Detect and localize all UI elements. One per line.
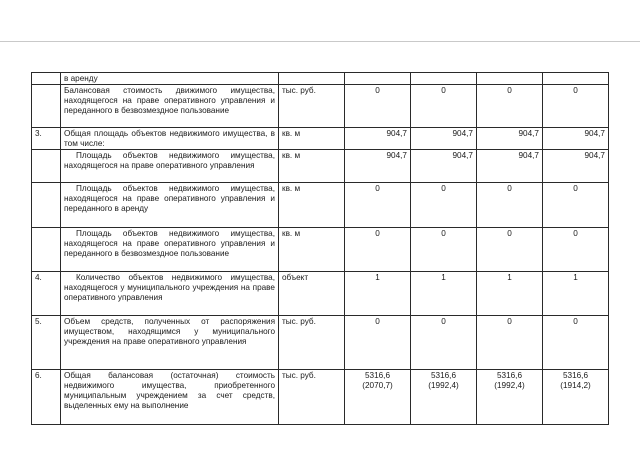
row-number <box>32 183 61 228</box>
row-value-residual: (1992,4) <box>428 381 459 390</box>
row-description: Общая балансовая (остаточная) стоимость недвижимого имущества, приобретенного муниципальным учреждением за счет средств, выделенных ему на выполнение <box>61 370 279 425</box>
row-value: 5316,6 <box>364 371 391 380</box>
table-row <box>32 370 609 425</box>
row-unit: тыс. руб. <box>279 316 345 370</box>
row-unit: кв. м <box>279 228 345 272</box>
row-value: 0 <box>411 316 477 370</box>
row-value-cell <box>477 370 543 425</box>
row-value <box>543 73 609 85</box>
table-row <box>32 316 609 370</box>
row-value: 904,7 <box>411 150 477 183</box>
row-description: Площадь объектов недвижимого имущества, находящегося на праве оперативного управления <box>61 150 279 183</box>
row-value: 904,7 <box>477 150 543 183</box>
row-unit: кв. м <box>279 150 345 183</box>
table-row <box>32 183 609 228</box>
row-value <box>411 73 477 85</box>
row-description: Количество объектов недвижимого имущества, находящегося у муниципального учреждения на праве оперативного управления <box>61 272 279 316</box>
row-unit: тыс. руб. <box>279 85 345 128</box>
row-value: 0 <box>345 85 411 128</box>
row-value: 0 <box>411 228 477 272</box>
table-row <box>32 272 609 316</box>
row-number <box>32 150 61 183</box>
row-value-residual: (1992,4) <box>494 381 525 390</box>
row-value: 904,7 <box>477 128 543 150</box>
table-row <box>32 73 609 85</box>
row-value: 1 <box>411 272 477 316</box>
row-value: 904,7 <box>345 128 411 150</box>
row-value: 5316,6 <box>496 371 523 380</box>
row-description: Площадь объектов недвижимого имущества, находящегося на праве оперативного управления и переданного в аренду <box>61 183 279 228</box>
row-unit <box>279 73 345 85</box>
row-value: 0 <box>543 316 609 370</box>
row-value: 0 <box>345 228 411 272</box>
row-description: Объем средств, полученных от распоряжения имуществом, находящимся у муниципального учреждения на праве оперативного управления <box>61 316 279 370</box>
row-description: Площадь объектов недвижимого имущества, находящегося на праве оперативного управления и переданного в безвозмездное пользование <box>61 228 279 272</box>
property-report-table <box>31 72 609 425</box>
row-value: 0 <box>543 183 609 228</box>
row-value: 0 <box>543 85 609 128</box>
row-value <box>345 73 411 85</box>
row-value: 0 <box>411 85 477 128</box>
row-description: Общая площадь объектов недвижимого имущества, в том числе: <box>61 128 279 150</box>
row-number: 3. <box>32 128 61 150</box>
row-value-cell <box>345 370 411 425</box>
row-value-residual: (2070,7) <box>362 381 393 390</box>
row-number: 5. <box>32 316 61 370</box>
table-row <box>32 128 609 150</box>
row-number <box>32 85 61 128</box>
row-value: 0 <box>477 85 543 128</box>
row-unit: кв. м <box>279 183 345 228</box>
row-value <box>477 73 543 85</box>
row-number: 4. <box>32 272 61 316</box>
row-number <box>32 73 61 85</box>
row-value: 5316,6 <box>562 371 589 380</box>
row-value: 0 <box>477 316 543 370</box>
table-row <box>32 85 609 128</box>
row-value: 904,7 <box>345 150 411 183</box>
row-value: 904,7 <box>543 150 609 183</box>
row-value-cell <box>411 370 477 425</box>
row-value-cell <box>543 370 609 425</box>
row-unit: объект <box>279 272 345 316</box>
table-row <box>32 228 609 272</box>
row-unit: кв. м <box>279 128 345 150</box>
row-description: в аренду <box>61 73 279 85</box>
row-value: 0 <box>345 183 411 228</box>
row-value: 1 <box>477 272 543 316</box>
row-value: 1 <box>543 272 609 316</box>
row-value: 5316,6 <box>430 371 457 380</box>
row-value: 904,7 <box>411 128 477 150</box>
table-row <box>32 150 609 183</box>
row-value: 0 <box>477 228 543 272</box>
row-value: 1 <box>345 272 411 316</box>
row-value: 0 <box>345 316 411 370</box>
row-unit: тыс. руб. <box>279 370 345 425</box>
row-value-residual: (1914,2) <box>560 381 591 390</box>
row-value: 0 <box>543 228 609 272</box>
page-top-rule <box>0 41 640 42</box>
row-number <box>32 228 61 272</box>
row-value: 0 <box>477 183 543 228</box>
row-description: Балансовая стоимость движимого имущества, находящегося на праве оперативного управления и переданного в безвозмездное пользование <box>61 85 279 128</box>
row-number: 6. <box>32 370 61 425</box>
row-value: 904,7 <box>543 128 609 150</box>
row-value: 0 <box>411 183 477 228</box>
